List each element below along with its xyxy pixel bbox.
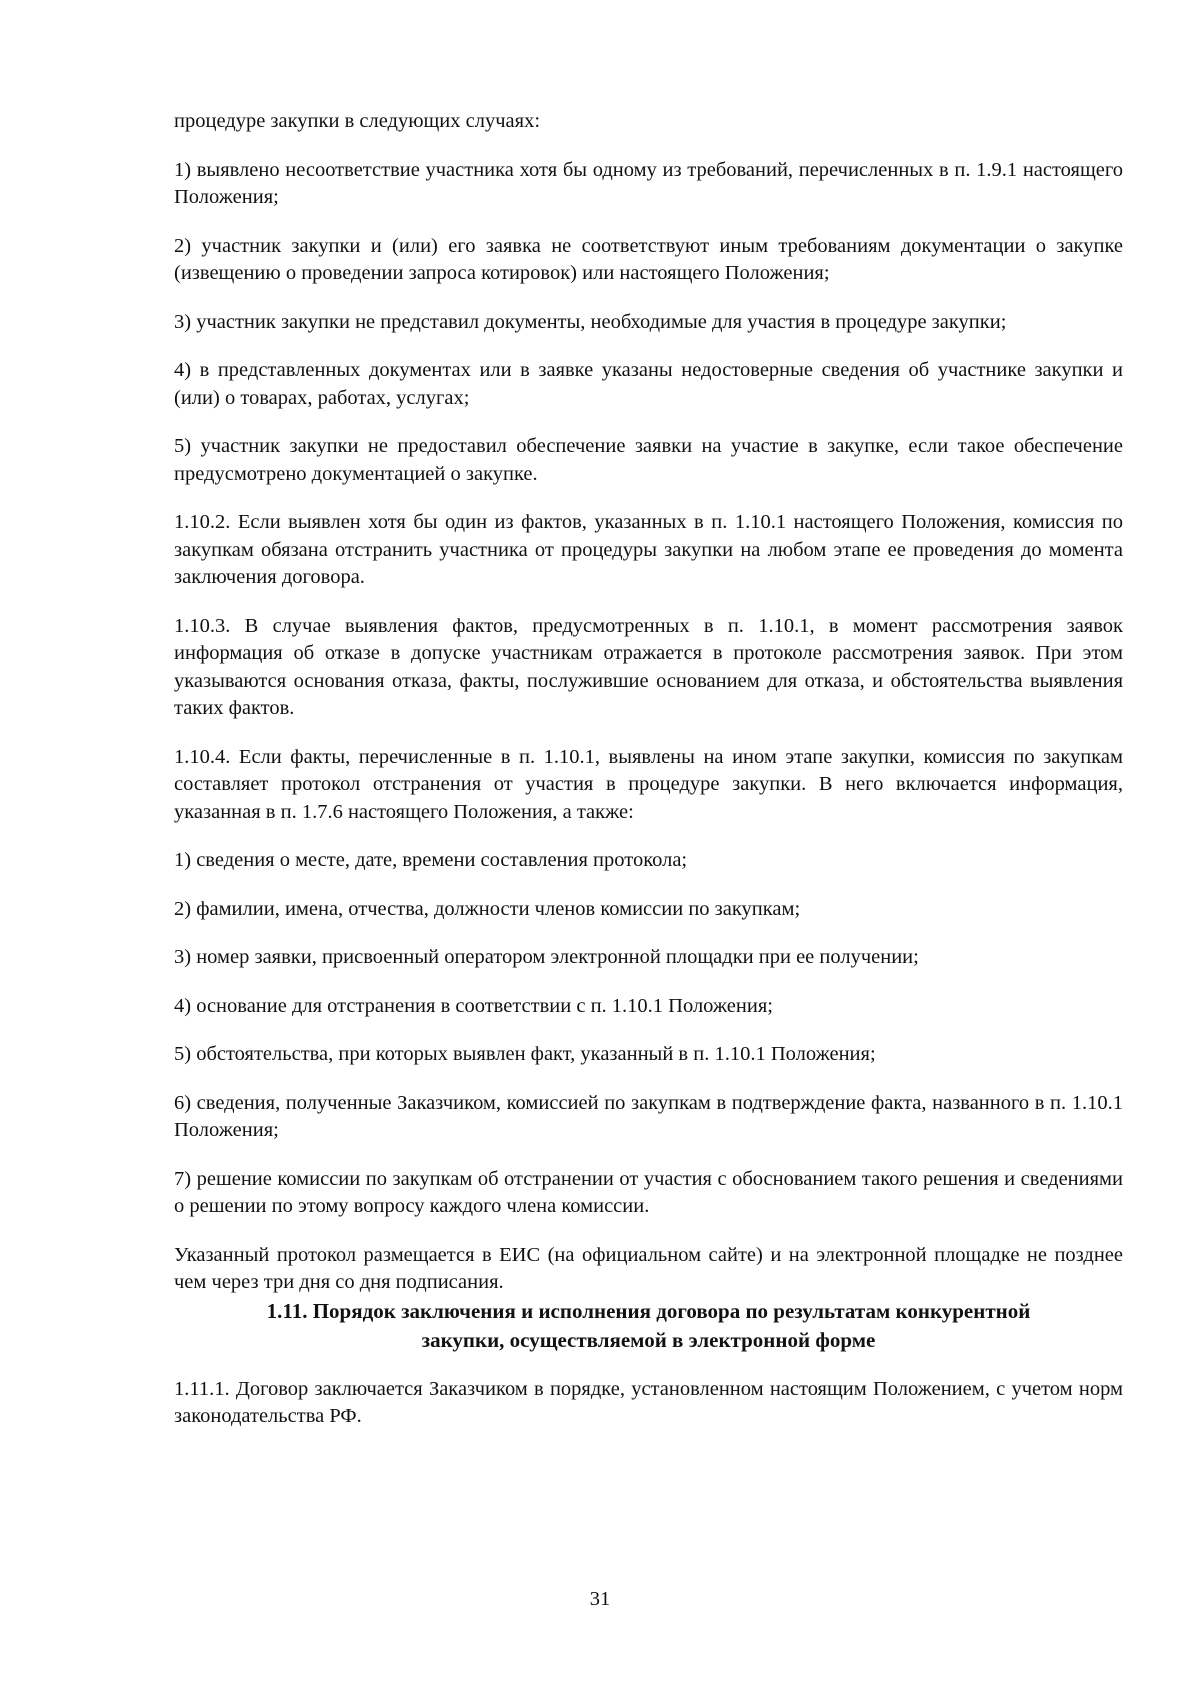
list-item-4: 4) в представленных документах или в заявке указаны недостоверные сведения об участнике закупки и (или) о товарах, работах, услугах; [174, 359, 1123, 409]
document-page [174, 108, 1123, 1431]
section-heading-line-1: 1.11. Порядок заключения и исполнения договора по результатам конкурентной [266, 1298, 1031, 1323]
list-item-1: 1) выявлено несоответствие участника хотя бы одному из требований, перечисленных в п. 1.9.1 настоящего Положения; [174, 158, 1123, 208]
protocol-item-6: 6) сведения, полученные Заказчиком, комиссией по закупкам в подтверждение факта, названного в п. 1.10.1 Положения; [174, 1091, 1123, 1141]
list-item-2: 2) участник закупки и (или) его заявка не соответствуют иным требованиям документации о закупке (извещению о проведении запроса котировок) или настоящего Положения; [174, 234, 1123, 284]
clause-1-10-2: 1.10.2. Если выявлен хотя бы один из фактов, указанных в п. 1.10.1 настоящего Положения, комиссия по закупкам обязана отстранить участника от процедуры закупки на любом этапе ее проведения до момента заключения договора. [174, 511, 1123, 588]
section-heading-line-2: закупки, осуществляемой в электронной форме [421, 1327, 876, 1352]
protocol-item-2: 2) фамилии, имена, отчества, должности членов комиссии по закупкам; [174, 897, 801, 920]
protocol-item-7: 7) решение комиссии по закупкам об отстранении от участия с обоснованием такого решения и сведениями о решении по этому вопросу каждого члена комиссии. [174, 1167, 1123, 1217]
paragraph-intro: процедуре закупки в следующих случаях: [174, 110, 541, 132]
list-item-5: 5) участник закупки не предоставил обеспечение заявки на участие в закупке, если такое обеспечение предусмотрено документацией о закупке. [174, 435, 1123, 485]
section-heading [174, 1297, 1123, 1355]
page-number: 31 [589, 1588, 611, 1610]
list-item-3: 3) участник закупки не представил документы, необходимые для участия в процедуре закупки; [174, 310, 1007, 333]
protocol-item-1: 1) сведения о месте, дате, времени составления протокола; [174, 849, 688, 871]
protocol-item-5: 5) обстоятельства, при которых выявлен факт, указанный в п. 1.10.1 Положения; [174, 1043, 876, 1065]
protocol-publication: Указанный протокол размещается в ЕИС (на официальном сайте) и на электронной площадке не позднее чем через три дня со дня подписания. [174, 1243, 1123, 1293]
protocol-item-4: 4) основание для отстранения в соответствии с п. 1.10.1 Положения; [174, 994, 773, 1017]
clause-1-10-4: 1.10.4. Если факты, перечисленные в п. 1.10.1, выявлены на ином этапе закупки, комиссия по закупкам составляет протокол отстранения от участия в процедуре закупки. В него включается информация, указанная в п. 1.7.6 настоящего Положения, а также: [174, 745, 1123, 823]
protocol-item-3: 3) номер заявки, присвоенный оператором электронной площадки при ее получении; [174, 946, 919, 968]
clause-1-10-3: 1.10.3. В случае выявления фактов, предусмотренных в п. 1.10.1, в момент рассмотрения заявок информация об отказе в допуске участникам отражается в протоколе рассмотрения заявок. При этом указываются основания отказа, факты, послужившие основанием для отказа, и обстоятельства выявления таких фактов. [174, 614, 1123, 719]
clause-1-11-1: 1.11.1. Договор заключается Заказчиком в порядке, установленном настоящим Положением, с учетом норм законодательства РФ. [174, 1377, 1123, 1427]
